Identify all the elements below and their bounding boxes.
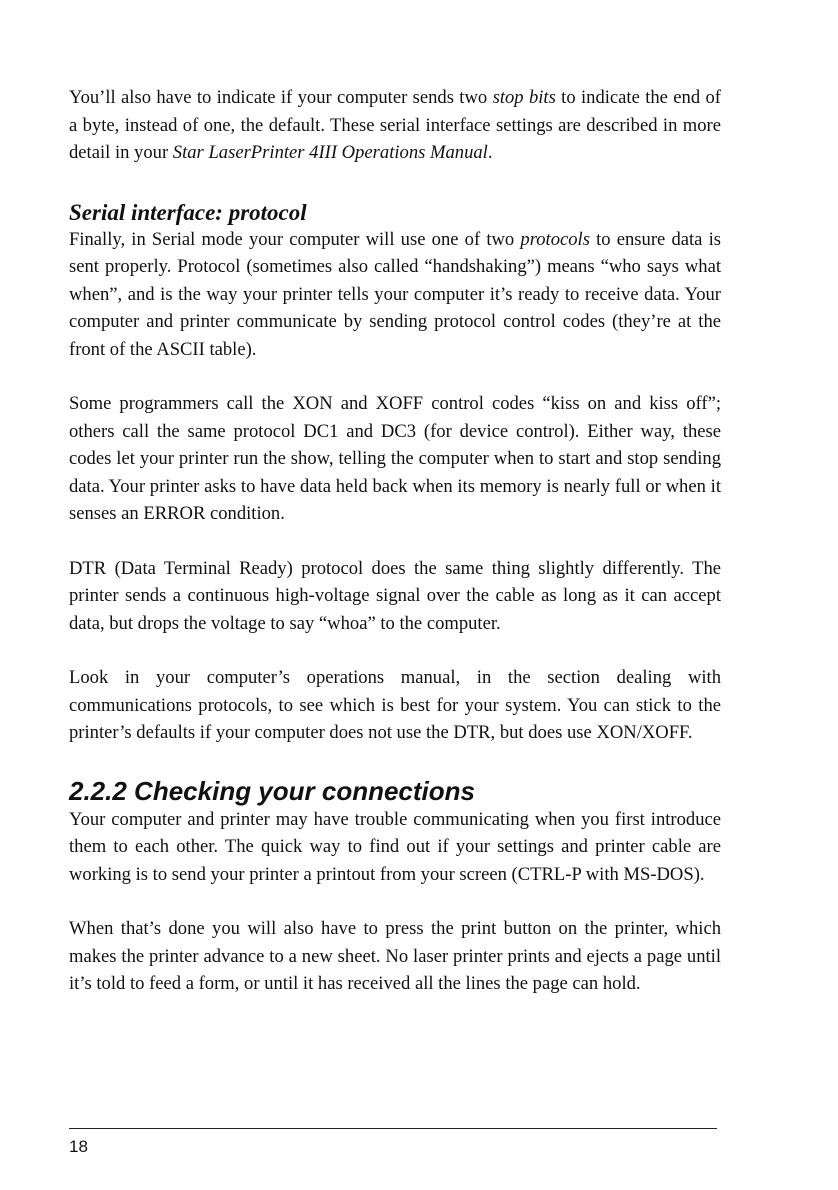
paragraph-protocol-intro bbox=[69, 226, 721, 364]
paragraph-print-button: When that’s done you will also have to press the print button on the printer, which makes the printer advance to a new sheet. No laser printer prints and ejects a page until it’s told to feed a form, or until it has received all the lines the page can hold. bbox=[69, 918, 721, 994]
section-heading-checking-connections: 2.2.2 Checking your connections bbox=[69, 775, 475, 806]
paragraph-xon-xoff: Some programmers call the XON and XOFF control codes “kiss on and kiss off”; others call the same protocol DC1 and DC3 (for device control). Either way, these codes let your printer run the show, telling the computer when to start and stop sending data. Your printer asks to have data held back when its memory is nearly full or when it senses an ERROR condition. bbox=[69, 393, 721, 524]
paragraph-stop-bits bbox=[69, 84, 721, 167]
paragraph-text: to ensure data is sent properly. Protocol (sometimes also called “handshaking”) means “who says what when”, and is the way your printer tells your computer it’s ready to receive data. Your computer and printer communicate by sending protocol control codes (they’re at the front of the ASCII table). bbox=[69, 228, 721, 360]
footer-rule bbox=[69, 1128, 717, 1129]
emphasis-stop-bits: stop bits bbox=[492, 87, 556, 108]
page-content bbox=[69, 84, 721, 998]
page-number: 18 bbox=[69, 1137, 88, 1156]
subheading-serial-protocol: Serial interface: protocol bbox=[69, 199, 307, 225]
paragraph-text: to indicate the end of a byte, instead of one, the default. These serial interface settings are described in more detail in your bbox=[69, 87, 722, 163]
paragraph-operations-manual: Look in your computer’s operations manual, in the section dealing with communications protocols, to see which is best for your system. You can stick to the printer’s defaults if your computer does not use the DTR, but does use XON/XOFF. bbox=[69, 667, 721, 743]
paragraph-text: . bbox=[487, 142, 493, 163]
emphasis-manual-title: Star LaserPrinter 4III Operations Manual bbox=[172, 142, 488, 163]
paragraph-text: You’ll also have to indicate if your computer sends two bbox=[69, 87, 493, 108]
paragraph-dtr: DTR (Data Terminal Ready) protocol does the same thing slightly differently. The printer sends a continuous high-voltage signal over the cable as long as it can accept data, but drops the voltage to say “whoa” to the computer. bbox=[69, 557, 721, 634]
emphasis-protocols: protocols bbox=[520, 228, 590, 250]
paragraph-text: Finally, in Serial mode your computer will use one of two bbox=[69, 228, 521, 250]
paragraph-trouble-communicating: Your computer and printer may have trouble communicating when you first introduce them to each other. The quick way to find out if your settings and printer cable are working is to send your printer a printout from your screen (CTRL-P with MS-DOS). bbox=[69, 808, 721, 885]
